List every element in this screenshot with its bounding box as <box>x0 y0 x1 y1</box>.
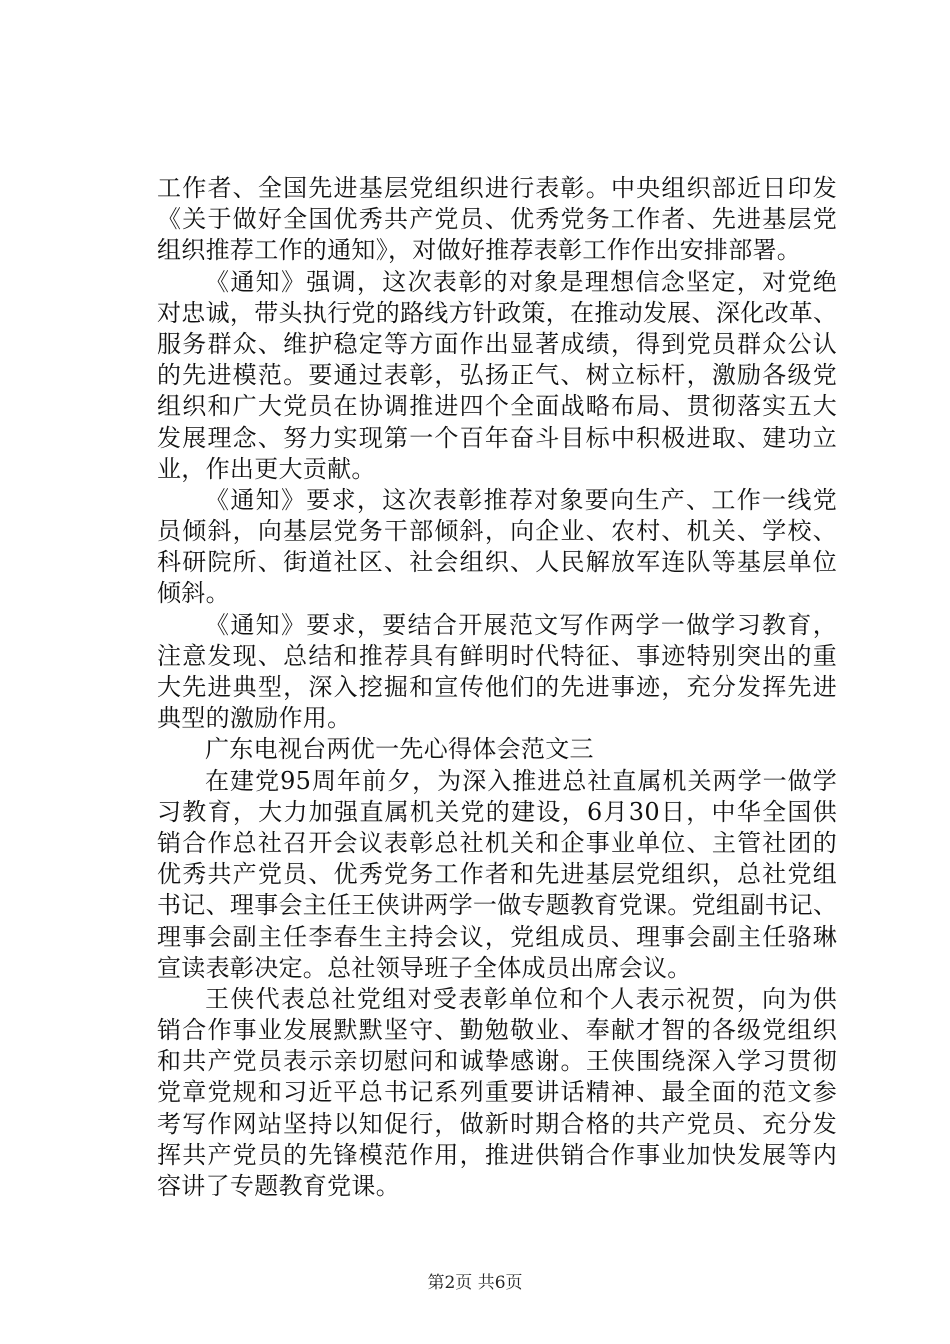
text-line: 在建党95周年前夕，为深入推进总社直属机关两学一做学 <box>205 766 837 795</box>
text-line: 组织和广大党员在协调推进四个全面战略布局、贯彻落实五大 <box>157 392 837 421</box>
text-line: 组织推荐工作的通知》，对做好推荐表彰工作作出安排部署。 <box>157 236 802 265</box>
paragraph <box>157 485 837 610</box>
text-line: 业，作出更大贡献。 <box>157 454 376 483</box>
paragraph <box>157 766 837 984</box>
text-line: 《通知》要求，要结合开展范文写作两学一做学习教育， <box>205 610 837 639</box>
text-line: 考写作网站坚持以知促行，做新时期合格的共产党员、充分发 <box>157 1109 837 1138</box>
text-line: 王侠代表总社党组对受表彰单位和个人表示祝贺，向为供 <box>205 984 837 1013</box>
paragraph <box>157 267 837 485</box>
text-line: 广东电视台两优一先心得体会范文三 <box>205 735 594 764</box>
text-line: 《通知》要求，这次表彰推荐对象要向生产、工作一线党 <box>205 485 837 514</box>
text-line: 大先进典型，深入挖掘和宣传他们的先进事迹，充分发挥先进 <box>157 673 837 701</box>
text-line: 服务群众、维护稳定等方面作出显著成绩，得到党员群众公认 <box>157 329 837 358</box>
text-line: 员倾斜，向基层党务干部倾斜，向企业、农村、机关、学校、 <box>157 517 837 546</box>
text-line: 和共产党员表示亲切慰问和诚挚感谢。王侠围绕深入学习贯彻 <box>157 1047 837 1076</box>
paragraph <box>157 984 837 1202</box>
text-line: 《通知》强调，这次表彰的对象是理想信念坚定，对党绝 <box>205 267 837 296</box>
text-line: 的先进模范。要通过表彰，弘扬正气、树立标杆，激励各级党 <box>157 361 837 390</box>
text-line: 书记、理事会主任王侠讲两学一做专题教育党课。党组副书记、 <box>157 891 838 920</box>
text-line: 挥共产党员的先锋模范作用，推进供销合作事业加快发展等内 <box>157 1140 837 1169</box>
text-line: 倾斜。 <box>157 579 230 608</box>
text-line: 习教育，大力加强直属机关党的建设，6月30日，中华全国供 <box>157 797 837 826</box>
paragraph <box>157 173 837 267</box>
text-line: 工作者、全国先进基层党组织进行表彰。中央组织部近日印发 <box>157 174 837 202</box>
text-line: 党章党规和习近平总书记系列重要讲话精神、最全面的范文参 <box>157 1078 837 1107</box>
paragraph <box>157 734 837 765</box>
page-footer <box>0 1272 950 1294</box>
text-line: 理事会副主任李春生主持会议，党组成员、理事会副主任骆琳 <box>157 922 837 951</box>
text-line: 科研院所、街道社区、社会组织、人民解放军连队等基层单位 <box>157 548 837 577</box>
document-body <box>157 173 837 1202</box>
text-line: 销合作事业发展默默坚守、勤勉敬业、奉献才智的各级党组织 <box>157 1016 837 1045</box>
text-line: 销合作总社召开会议表彰总社机关和企事业单位、主管社团的 <box>157 828 837 857</box>
text-line: 典型的激励作用。 <box>157 704 352 733</box>
text-line: 宣读表彰决定。总社领导班子全体成员出席会议。 <box>157 953 692 982</box>
paragraph <box>157 610 837 735</box>
text-line: 优秀共产党员、优秀党务工作者和先进基层党组织，总社党组 <box>157 860 837 889</box>
text-line: 对忠诚，带头执行党的路线方针政策，在推动发展、深化改革、 <box>157 298 838 327</box>
text-line: 注意发现、总结和推荐具有鲜明时代特征、事迹特别突出的重 <box>157 641 837 670</box>
page-number: 第2页 共6页 <box>427 1273 523 1293</box>
text-line: 《关于做好全国优秀共产党员、优秀党务工作者、先进基层党 <box>157 205 837 234</box>
text-line: 发展理念、努力实现第一个百年奋斗目标中积极进取、建功立 <box>157 423 837 452</box>
text-line: 容讲了专题教育党课。 <box>157 1172 400 1200</box>
